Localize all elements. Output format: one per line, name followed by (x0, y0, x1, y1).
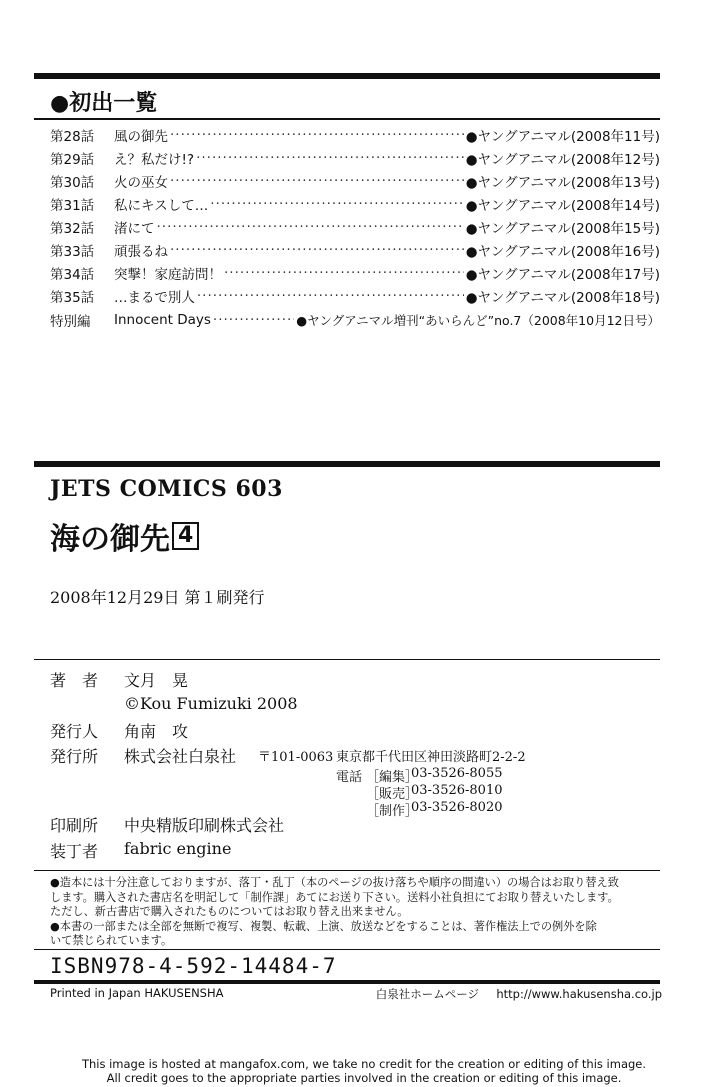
book-title (50, 514, 199, 558)
notes-top-rule (34, 870, 660, 871)
disclaimer-line: All credit goes to the appropriate parties involved in the creation or editing of this image. (106, 1071, 622, 1085)
isbn: ISBN978-4-592-14484-7 (50, 954, 337, 978)
contents-heading: ●初出一覧 (50, 91, 158, 116)
toc-entry (50, 239, 660, 261)
author-label: 著 者 (50, 671, 99, 690)
toc-entry (50, 262, 660, 284)
toc-entry (50, 309, 660, 331)
toc-entry (50, 193, 660, 215)
publisher-name: 株式会社白泉社 (124, 747, 237, 766)
toc-source: ●ヤングアニマル(2008年12号) (465, 152, 660, 168)
toc-source: ●ヤングアニマル(2008年14号) (465, 198, 660, 214)
toc-chapter-title: 頑張るね (114, 244, 168, 260)
toc-chapter-number: 第35話 (50, 290, 95, 306)
toc-entry (50, 147, 660, 169)
phone-dept: ［編集］ (366, 770, 419, 785)
toc-source: ●ヤングアニマル(2008年11号) (465, 129, 660, 145)
notes-line: ●造本には十分注意しておりますが、落丁・乱丁（本のページの抜け落ちや順序の間違い）の場合はお取り替え致 (50, 876, 619, 889)
address: 東京都千代田区神田淡路町2-2-2 (336, 750, 526, 765)
designer-label: 装丁者 (50, 842, 99, 861)
phone-dept: ［販売］ (366, 787, 419, 802)
phone-number: 03-3526-8055 (411, 766, 503, 781)
toc-source: ●ヤングアニマル(2008年15号) (465, 221, 660, 237)
phone-label: 電話 (336, 770, 363, 785)
top-thick-rule (34, 73, 660, 79)
toc-chapter-title: Innocent Days (114, 312, 211, 328)
leader-dots (197, 288, 464, 304)
leader-dots (170, 242, 464, 258)
toc-chapter-title: 風の御先 (114, 129, 168, 145)
toc-chapter-number: 特別編 (50, 314, 91, 330)
toc-chapter-number: 第28話 (50, 129, 95, 145)
toc-source: ●ヤングアニマル(2008年18号) (465, 290, 660, 306)
notes-line: します。購入された書店名を明記して「制作課」あてにお送り下さい。送料小社負担にてお取り替えいたします。 (50, 890, 619, 904)
printer-name: 中央精版印刷株式会社 (124, 816, 285, 835)
leader-dots (157, 219, 464, 235)
contents-heading-rule (34, 118, 660, 120)
toc-entry (50, 285, 660, 307)
disclaimer (0, 1057, 728, 1085)
printer-label: 印刷所 (50, 816, 99, 835)
publisher-label: 発行所 (50, 747, 99, 766)
toc-chapter-title: 突撃！家庭訪問！ (114, 267, 222, 283)
toc-chapter-number: 第32話 (50, 221, 95, 237)
isbn-rule (34, 980, 660, 984)
toc-source: ●ヤングアニマル(2008年17号) (465, 267, 660, 283)
toc-entry (50, 170, 660, 192)
toc-chapter-number: 第34話 (50, 267, 95, 283)
toc-chapter-number: 第29話 (50, 152, 95, 168)
leader-dots (224, 265, 464, 281)
copyright: ©Kou Fumizuki 2008 (124, 694, 298, 713)
notes-line: いて禁じられています。 (50, 934, 173, 947)
toc-chapter-title: 火の巫女 (114, 175, 168, 191)
series-label: JETS COMICS 603 (50, 476, 283, 502)
phone-number: 03-3526-8020 (411, 800, 503, 815)
toc-entry (50, 124, 660, 146)
pubdate-rule (34, 659, 660, 660)
leader-dots (196, 150, 464, 166)
book-title-text: 海の御先 (50, 522, 170, 557)
homepage-url[interactable]: http://www.hakusensha.co.jp (496, 987, 662, 1001)
toc-chapter-number: 第30話 (50, 175, 95, 191)
leader-dots (170, 173, 464, 189)
homepage (376, 986, 662, 1002)
toc-source: ●ヤングアニマル(2008年13号) (465, 175, 660, 191)
postal-code: 〒101-0063 (258, 750, 334, 765)
toc-source: ●ヤングアニマル増刊“あいらんど”no.7（2008年10月12日号） (296, 313, 660, 328)
leader-dots (213, 312, 294, 328)
phone-dept: ［制作］ (366, 804, 419, 819)
homepage-label: 白泉社ホームページ (375, 987, 480, 1001)
toc-chapter-title: 私にキスして… (114, 198, 209, 214)
notes-line: ●本書の一部または全部を無断で複写、複製、転載、上演、放送などをすることは、著作権法上での例外を除 (50, 919, 597, 933)
toc-chapter-title: え？私だけ!? (114, 152, 195, 168)
leader-dots (170, 127, 464, 143)
leader-dots (210, 196, 463, 212)
toc-chapter-number: 第33話 (50, 244, 95, 260)
colophon-thick-rule (34, 461, 660, 467)
publisher-person: 角南 攻 (124, 722, 189, 741)
toc-chapter-title: …まるで別人 (114, 290, 195, 306)
toc-entry (50, 216, 660, 238)
notes (50, 876, 665, 949)
publication-date: 2008年12月29日 第１刷発行 (50, 588, 265, 607)
notes-bottom-rule (34, 949, 660, 950)
toc-chapter-number: 第31話 (50, 198, 95, 214)
publisher-person-label: 発行人 (50, 722, 99, 741)
volume-number: 4 (172, 522, 199, 550)
toc-source: ●ヤングアニマル(2008年16号) (465, 244, 660, 260)
printed-in: Printed in Japan HAKUSENSHA (50, 986, 224, 1000)
disclaimer-line: This image is hosted at mangafox.com, we take no credit for the creation or editing of this image. (81, 1057, 647, 1071)
toc-chapter-title: 渚にて (114, 221, 155, 237)
author-name: 文月 晃 (124, 671, 189, 690)
phone-number: 03-3526-8010 (411, 783, 503, 798)
notes-line: ただし、新古書店で購入されたものについてはお取り替え出来ません。 (50, 905, 409, 918)
designer-name: fabric engine (124, 839, 232, 858)
